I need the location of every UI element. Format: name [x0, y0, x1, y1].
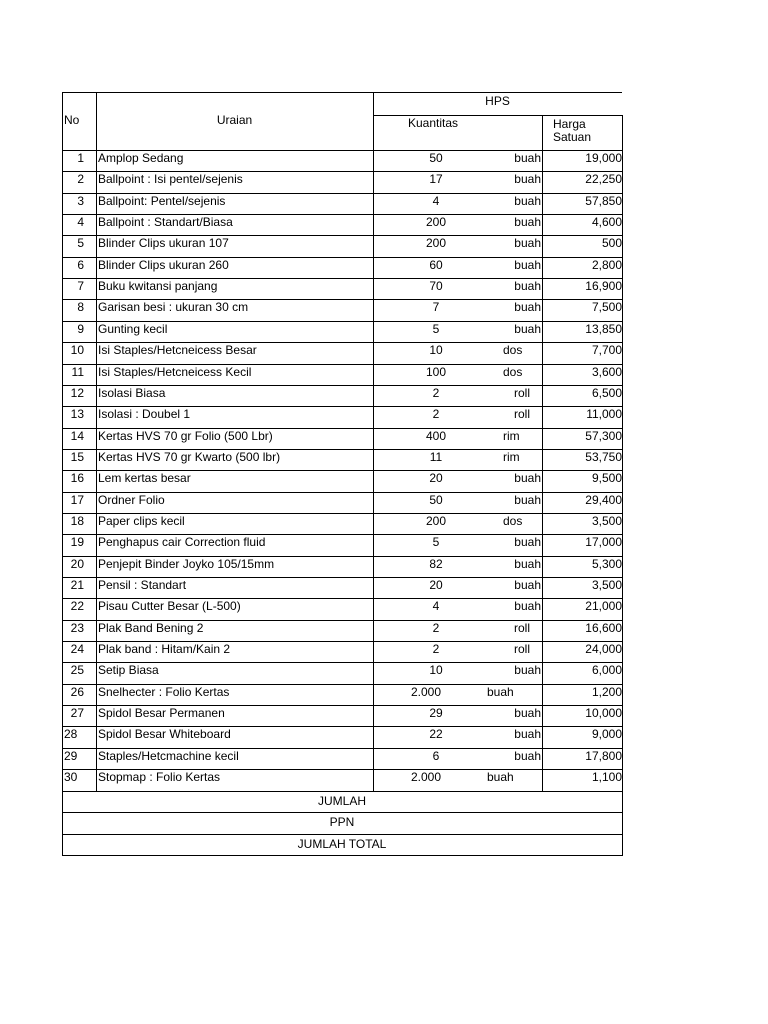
item-unit-price: 9,000	[591, 727, 622, 742]
item-unit: buah	[514, 663, 541, 678]
item-name: Blinder Clips ukuran 107	[98, 236, 229, 251]
item-unit-price: 21,000	[585, 599, 622, 614]
row-number: 16	[70, 471, 84, 486]
item-name: Buku kwitansi panjang	[98, 279, 218, 294]
footer-ppn: PPN	[329, 815, 355, 829]
item-unit: buah	[514, 321, 541, 336]
item-unit-price: 500	[601, 236, 622, 251]
table-right-border	[622, 115, 623, 856]
item-quantity: 2	[432, 385, 440, 400]
item-name: Snelhecter : Folio Kertas	[98, 684, 230, 699]
footer-jumlah: JUMLAH	[317, 793, 366, 808]
item-unit: buah	[514, 236, 541, 251]
footer-border	[62, 812, 623, 813]
row-number: 8	[77, 300, 84, 315]
item-quantity: 200	[425, 215, 447, 230]
item-quantity: 5	[432, 535, 440, 550]
item-unit: buah	[514, 535, 541, 550]
item-quantity: 200	[425, 513, 447, 528]
header-no: No	[64, 113, 80, 127]
item-unit-price: 29,400	[585, 492, 622, 507]
item-unit-price: 5,300	[591, 556, 622, 571]
item-quantity: 4	[432, 193, 440, 208]
table-top-border	[62, 92, 622, 93]
row-border	[62, 791, 623, 792]
item-unit-price: 3,500	[591, 578, 622, 592]
item-unit-price: 53,750	[585, 449, 622, 464]
item-unit-price: 17,800	[585, 748, 622, 763]
item-unit-price: 6,500	[591, 385, 622, 400]
item-name: Ordner Folio	[98, 492, 165, 507]
header-hps: HPS	[485, 94, 510, 108]
item-unit-price: 3,600	[591, 364, 622, 379]
item-unit: buah	[514, 706, 541, 721]
item-name: Gunting kecil	[98, 321, 168, 336]
item-quantity: 20	[429, 471, 443, 486]
item-unit: buah	[514, 257, 541, 272]
item-quantity: 2	[432, 642, 440, 657]
row-number: 21	[70, 578, 84, 592]
item-unit: buah	[514, 471, 541, 486]
item-name: Plak band : Hitam/Kain 2	[98, 642, 231, 657]
item-name: Blinder Clips ukuran 260	[98, 257, 229, 272]
item-unit-price: 16,600	[585, 620, 622, 635]
item-unit-price: 17,000	[585, 535, 622, 550]
item-quantity: 7	[432, 300, 440, 315]
item-quantity: 70	[429, 279, 443, 294]
item-quantity: 17	[429, 172, 443, 187]
no-column-divider	[96, 92, 97, 791]
item-unit-price: 6,000	[591, 663, 622, 678]
item-name: Pensil : Standart	[98, 578, 187, 592]
item-unit: buah	[514, 492, 541, 507]
item-quantity: 20	[429, 578, 443, 592]
row-number: 22	[70, 599, 84, 614]
item-quantity: 60	[429, 257, 443, 272]
item-unit: rim	[503, 428, 520, 443]
row-number: 2	[77, 172, 84, 187]
item-name: Kertas HVS 70 gr Kwarto (500 lbr)	[98, 449, 281, 464]
row-number: 13	[70, 407, 84, 422]
footer-border	[62, 855, 623, 856]
item-name: Staples/Hetcmachine kecil	[98, 748, 239, 763]
row-number: 5	[77, 236, 84, 251]
row-number: 25	[70, 663, 84, 678]
harga-column-divider	[542, 115, 543, 791]
row-number: 6	[77, 257, 84, 272]
row-number: 3	[77, 193, 84, 208]
item-name: Isi Staples/Hetcneicess Kecil	[98, 364, 252, 379]
item-name: Paper clips kecil	[98, 513, 185, 528]
item-unit: buah	[514, 300, 541, 315]
row-number: 1	[77, 151, 84, 165]
row-number: 10	[70, 343, 84, 358]
item-name: Ballpoint: Pentel/sejenis	[98, 193, 226, 208]
item-name: Isi Staples/Hetcneicess Besar	[98, 343, 257, 358]
item-quantity: 5	[432, 321, 440, 336]
row-number: 20	[70, 556, 84, 571]
item-unit: buah	[514, 748, 541, 763]
item-unit: buah	[487, 684, 514, 699]
footer-jumlah-total: JUMLAH TOTAL	[297, 836, 387, 851]
item-quantity: 50	[429, 492, 443, 507]
item-quantity: 2.000	[411, 684, 442, 699]
item-unit-price: 57,850	[585, 193, 622, 208]
row-number: 11	[71, 364, 84, 379]
item-unit-price: 19,000	[585, 151, 622, 165]
row-number: 14	[70, 428, 84, 443]
item-unit: buah	[514, 193, 541, 208]
item-quantity: 82	[429, 556, 443, 571]
item-unit: buah	[514, 151, 541, 165]
item-unit: buah	[514, 556, 541, 571]
item-unit: buah	[514, 578, 541, 592]
row-number: 26	[70, 684, 84, 699]
item-quantity: 4	[432, 599, 440, 614]
item-unit: dos	[503, 364, 523, 379]
item-unit: roll	[514, 642, 531, 657]
item-name: Amplop Sedang	[98, 151, 184, 165]
header-harga-satuan: Satuan	[553, 130, 592, 144]
item-unit: buah	[487, 770, 514, 785]
item-quantity: 50	[429, 151, 443, 165]
header-uraian: Uraian	[216, 113, 253, 127]
item-quantity: 10	[429, 343, 443, 358]
row-number: 24	[70, 642, 84, 657]
item-unit: buah	[514, 727, 541, 742]
item-unit-price: 7,500	[591, 300, 622, 315]
item-quantity: 400	[425, 428, 447, 443]
row-number: 4	[77, 215, 84, 230]
item-unit: rim	[503, 449, 520, 464]
item-unit-price: 10,000	[585, 706, 622, 721]
item-unit: buah	[514, 172, 541, 187]
item-unit: roll	[514, 620, 531, 635]
item-unit-price: 4,600	[591, 215, 622, 230]
item-quantity: 2.000	[411, 770, 442, 785]
header-harga-satuan: Harga	[553, 117, 586, 131]
item-unit-price: 2,800	[591, 257, 622, 272]
header-kuantitas: Kuantitas	[408, 116, 459, 130]
row-number: 7	[77, 279, 84, 294]
item-quantity: 11	[429, 449, 443, 464]
item-quantity: 200	[425, 236, 447, 251]
item-name: Setip Biasa	[98, 663, 159, 678]
item-unit: dos	[503, 513, 523, 528]
item-unit: buah	[514, 599, 541, 614]
item-quantity: 2	[432, 620, 440, 635]
item-name: Isolasi : Doubel 1	[98, 407, 191, 422]
item-name: Spidol Besar Whiteboard	[98, 727, 231, 742]
item-unit-price: 1,100	[591, 770, 622, 785]
item-name: Plak Band Bening 2	[98, 620, 204, 635]
item-unit-price: 3,500	[591, 513, 622, 528]
item-name: Ballpoint : Standart/Biasa	[98, 215, 233, 230]
item-name: Garisan besi : ukuran 30 cm	[98, 300, 249, 315]
row-number: 12	[70, 385, 84, 400]
item-name: Ballpoint : Isi pentel/sejenis	[98, 172, 243, 187]
item-quantity: 100	[425, 364, 447, 379]
item-unit-price: 13,850	[585, 321, 622, 336]
item-name: Penjepit Binder Joyko 105/15mm	[98, 556, 275, 571]
item-unit-price: 9,500	[591, 471, 622, 486]
footer-border	[62, 834, 623, 835]
item-name: Penghapus cair Correction fluid	[98, 535, 266, 550]
item-unit: roll	[514, 407, 531, 422]
row-number: 18	[70, 513, 84, 528]
item-quantity: 10	[429, 663, 443, 678]
item-unit: dos	[503, 343, 523, 358]
item-name: Lem kertas besar	[98, 471, 191, 486]
item-name: Spidol Besar Permanen	[98, 706, 225, 721]
item-unit-price: 16,900	[585, 279, 622, 294]
row-number: 9	[77, 321, 84, 336]
row-number: 17	[70, 492, 84, 507]
row-number: 30	[64, 770, 78, 785]
row-number: 28	[64, 727, 78, 742]
item-unit: roll	[514, 385, 531, 400]
item-name: Kertas HVS 70 gr Folio (500 Lbr)	[98, 428, 273, 443]
item-quantity: 2	[432, 407, 440, 422]
item-quantity: 29	[429, 706, 443, 721]
row-number: 15	[70, 449, 84, 464]
item-unit-price: 1,200	[591, 684, 622, 699]
row-number: 27	[70, 706, 84, 721]
row-number: 23	[70, 620, 84, 635]
row-number: 19	[70, 535, 84, 550]
item-quantity: 22	[429, 727, 443, 742]
uraian-column-divider	[373, 92, 374, 791]
item-unit: buah	[514, 215, 541, 230]
item-quantity: 6	[432, 748, 440, 763]
item-unit-price: 11,000	[586, 407, 622, 422]
item-unit: buah	[514, 279, 541, 294]
item-unit-price: 57,300	[585, 428, 622, 443]
item-name: Pisau Cutter Besar (L-500)	[98, 599, 241, 614]
item-name: Stopmap : Folio Kertas	[98, 770, 221, 785]
item-unit-price: 24,000	[585, 642, 622, 657]
item-unit-price: 22,250	[585, 172, 622, 187]
row-number: 29	[64, 748, 78, 763]
item-name: Isolasi Biasa	[98, 385, 166, 400]
item-unit-price: 7,700	[591, 343, 622, 358]
procurement-table	[62, 92, 622, 856]
